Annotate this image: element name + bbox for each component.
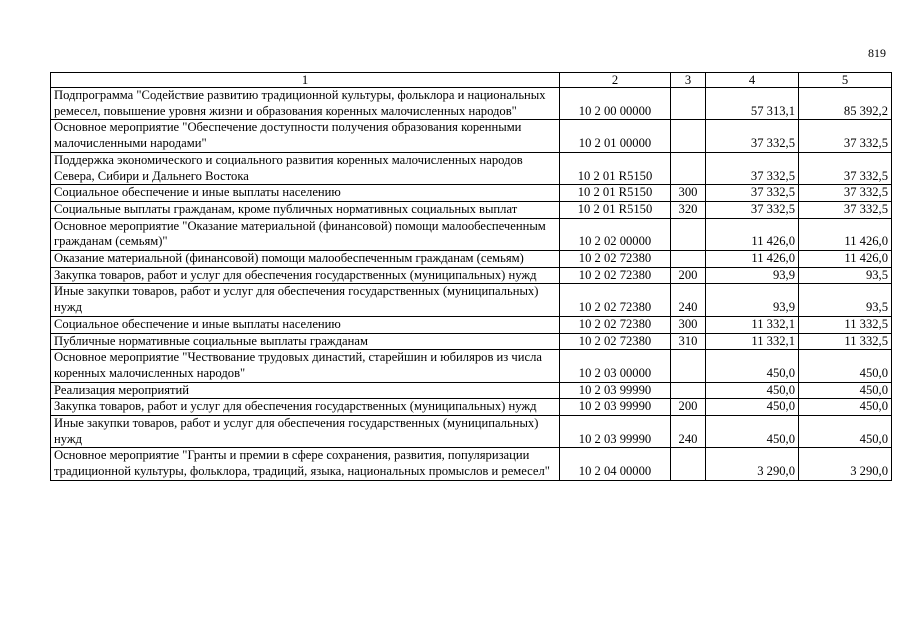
row-expense-type: 200: [671, 267, 706, 284]
row-value-col4: 11 332,1: [706, 316, 799, 333]
row-code: 10 2 03 99990: [560, 382, 671, 399]
row-code: 10 2 02 00000: [560, 218, 671, 250]
row-value-col5: 11 426,0: [799, 251, 892, 268]
row-code: 10 2 01 R5150: [560, 185, 671, 202]
row-code: 10 2 02 72380: [560, 284, 671, 316]
column-header-2: 2: [560, 73, 671, 88]
row-expense-type: 300: [671, 185, 706, 202]
row-value-col4: 11 332,1: [706, 333, 799, 350]
table-row: [51, 120, 892, 152]
row-name: Публичные нормативные социальные выплаты гражданам: [51, 333, 560, 350]
row-code: 10 2 02 72380: [560, 333, 671, 350]
row-value-col5: 93,5: [799, 284, 892, 316]
row-value-col4: 57 313,1: [706, 88, 799, 120]
row-expense-type: [671, 120, 706, 152]
row-value-col4: 450,0: [706, 382, 799, 399]
row-value-col5: 37 332,5: [799, 185, 892, 202]
row-code: 10 2 04 00000: [560, 448, 671, 480]
table-row: [51, 333, 892, 350]
row-name: Закупка товаров, работ и услуг для обеспечения государственных (муниципальных) нужд: [51, 399, 560, 416]
row-code: 10 2 02 72380: [560, 251, 671, 268]
row-value-col5: 85 392,2: [799, 88, 892, 120]
row-value-col5: 37 332,5: [799, 201, 892, 218]
row-code: 10 2 03 00000: [560, 350, 671, 382]
row-code: 10 2 01 R5150: [560, 201, 671, 218]
table-row: [51, 152, 892, 184]
table-row: [51, 88, 892, 120]
row-name: Реализация мероприятий: [51, 382, 560, 399]
row-expense-type: 240: [671, 284, 706, 316]
row-name: Основное мероприятие "Оказание материальной (финансовой) помощи малообеспеченным гражданам (семьям)": [51, 218, 560, 250]
row-value-col4: 11 426,0: [706, 218, 799, 250]
row-name: Основное мероприятие "Гранты и премии в сфере сохранения, развития, популяризации традиционной культуры, фольклора, традиций, языка, национальных промыслов и ремесел": [51, 448, 560, 480]
row-expense-type: 300: [671, 316, 706, 333]
column-header-4: 4: [706, 73, 799, 88]
row-value-col4: 37 332,5: [706, 185, 799, 202]
row-value-col5: 450,0: [799, 399, 892, 416]
row-expense-type: 200: [671, 399, 706, 416]
row-value-col5: 3 290,0: [799, 448, 892, 480]
row-expense-type: [671, 350, 706, 382]
row-expense-type: [671, 218, 706, 250]
table-row: [51, 399, 892, 416]
row-code: 10 2 03 99990: [560, 399, 671, 416]
row-value-col4: 37 332,5: [706, 120, 799, 152]
table-row: [51, 201, 892, 218]
row-value-col4: 450,0: [706, 416, 799, 448]
row-value-col5: 37 332,5: [799, 120, 892, 152]
row-expense-type: [671, 382, 706, 399]
table-row: [51, 284, 892, 316]
row-value-col5: 11 426,0: [799, 218, 892, 250]
row-value-col4: 93,9: [706, 267, 799, 284]
row-name: Основное мероприятие "Чествование трудовых династий, старейшин и юбиляров из числа коренных малочисленных народов": [51, 350, 560, 382]
row-expense-type: [671, 152, 706, 184]
row-expense-type: [671, 251, 706, 268]
table-row: [51, 416, 892, 448]
row-name: Иные закупки товаров, работ и услуг для обеспечения государственных (муниципальных) нужд: [51, 284, 560, 316]
table-row: [51, 267, 892, 284]
row-code: 10 2 01 00000: [560, 120, 671, 152]
page-number: 819: [868, 46, 886, 60]
table-row: [51, 448, 892, 480]
row-name: Основное мероприятие "Обеспечение доступности получения образования коренными малочисленными народами": [51, 120, 560, 152]
row-code: 10 2 00 00000: [560, 88, 671, 120]
row-expense-type: 310: [671, 333, 706, 350]
row-value-col4: 37 332,5: [706, 201, 799, 218]
column-header-3: 3: [671, 73, 706, 88]
row-code: 10 2 02 72380: [560, 316, 671, 333]
table-row: [51, 382, 892, 399]
table-header-row: [51, 73, 892, 88]
row-value-col5: 93,5: [799, 267, 892, 284]
row-name: Поддержка экономического и социального развития коренных малочисленных народов Севера, Сибири и Дальнего Востока: [51, 152, 560, 184]
table-row: [51, 185, 892, 202]
row-expense-type: [671, 448, 706, 480]
row-name: Иные закупки товаров, работ и услуг для обеспечения государственных (муниципальных) нужд: [51, 416, 560, 448]
row-expense-type: [671, 88, 706, 120]
row-code: 10 2 01 R5150: [560, 152, 671, 184]
row-value-col4: 3 290,0: [706, 448, 799, 480]
table-row: [51, 350, 892, 382]
row-value-col4: 450,0: [706, 399, 799, 416]
row-code: 10 2 02 72380: [560, 267, 671, 284]
table-row: [51, 218, 892, 250]
column-header-5: 5: [799, 73, 892, 88]
row-value-col5: 11 332,5: [799, 333, 892, 350]
row-value-col5: 450,0: [799, 350, 892, 382]
row-value-col5: 37 332,5: [799, 152, 892, 184]
row-name: Социальное обеспечение и иные выплаты населению: [51, 185, 560, 202]
budget-table: [50, 72, 892, 481]
row-value-col5: 450,0: [799, 416, 892, 448]
row-expense-type: 240: [671, 416, 706, 448]
row-value-col4: 93,9: [706, 284, 799, 316]
row-name: Социальное обеспечение и иные выплаты населению: [51, 316, 560, 333]
row-name: Подпрограмма "Содействие развитию традиционной культуры, фольклора и национальных ремесел, повышение уровня жизни и образования коренных малочисленных народов": [51, 88, 560, 120]
row-value-col5: 11 332,5: [799, 316, 892, 333]
row-value-col4: 37 332,5: [706, 152, 799, 184]
row-expense-type: 320: [671, 201, 706, 218]
row-value-col5: 450,0: [799, 382, 892, 399]
column-header-1: 1: [51, 73, 560, 88]
row-name: Социальные выплаты гражданам, кроме публичных нормативных социальных выплат: [51, 201, 560, 218]
row-value-col4: 11 426,0: [706, 251, 799, 268]
row-name: Оказание материальной (финансовой) помощи малообеспеченным гражданам (семьям): [51, 251, 560, 268]
table-row: [51, 316, 892, 333]
row-value-col4: 450,0: [706, 350, 799, 382]
table-row: [51, 251, 892, 268]
row-code: 10 2 03 99990: [560, 416, 671, 448]
row-name: Закупка товаров, работ и услуг для обеспечения государственных (муниципальных) нужд: [51, 267, 560, 284]
